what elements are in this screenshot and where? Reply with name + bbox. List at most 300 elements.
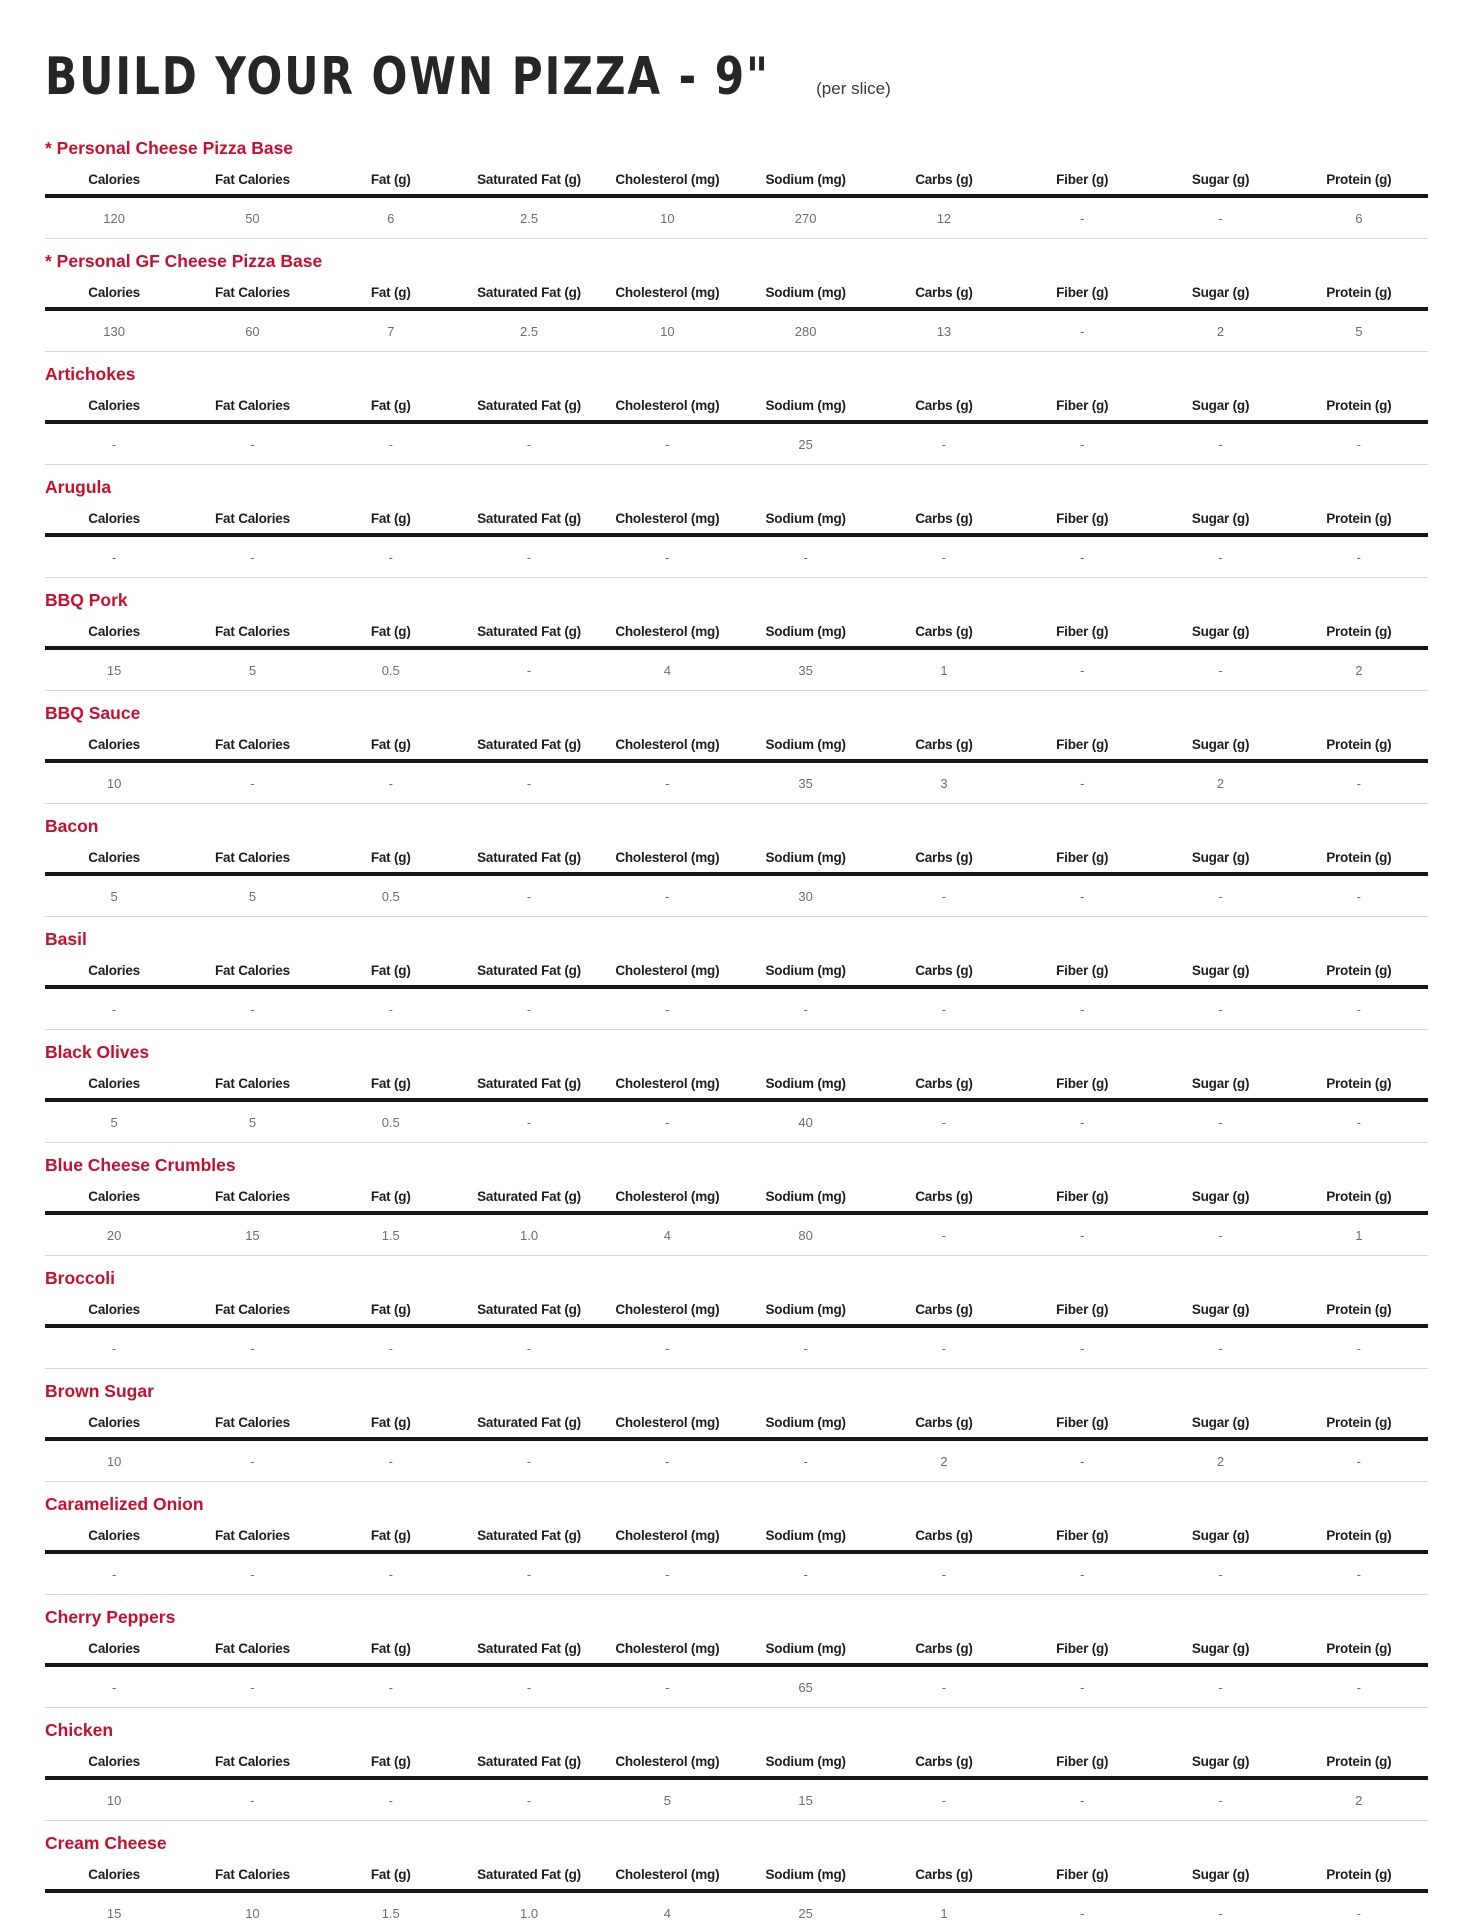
column-header: Sugar (g) — [1191, 285, 1250, 300]
nutrition-value: 10 — [106, 1454, 122, 1469]
column-header: Sugar (g) — [1191, 398, 1250, 413]
column-header-row — [45, 840, 1428, 876]
nutrition-value: 15 — [106, 1906, 122, 1920]
nutrition-value: 1 — [940, 663, 948, 678]
column-header: Cholesterol (mg) — [615, 285, 720, 300]
nutrition-value: - — [1080, 1567, 1085, 1582]
nutrition-value: 80 — [798, 1228, 813, 1243]
column-header: Fat Calories — [215, 1189, 290, 1204]
nutrition-value: 20 — [106, 1228, 122, 1243]
column-header: Sugar (g) — [1191, 1415, 1250, 1430]
column-header: Sugar (g) — [1191, 172, 1250, 187]
column-header: Fiber (g) — [1056, 1867, 1109, 1882]
nutrition-value: - — [526, 663, 532, 678]
nutrition-value: - — [1356, 1680, 1362, 1695]
column-header: Fat Calories — [215, 624, 290, 639]
column-header: Fat Calories — [215, 1754, 290, 1769]
nutrition-value: 1.5 — [381, 1228, 400, 1243]
nutrition-value: 2 — [1216, 776, 1225, 791]
value-row — [45, 198, 1428, 239]
nutrition-value: - — [1080, 1228, 1085, 1243]
column-header: Sugar (g) — [1191, 1867, 1250, 1882]
nutrition-value: - — [250, 1454, 255, 1469]
column-header: Saturated Fat (g) — [477, 1528, 581, 1543]
column-header: Fat (g) — [370, 737, 411, 752]
column-header: Fiber (g) — [1056, 737, 1109, 752]
column-header: Carbs (g) — [915, 285, 973, 300]
nutrition-value: - — [1356, 889, 1362, 904]
column-header: Sugar (g) — [1191, 511, 1250, 526]
nutrition-section — [45, 1148, 1428, 1256]
nutrition-value: - — [1080, 1793, 1085, 1808]
column-header: Cholesterol (mg) — [615, 1302, 720, 1317]
nutrition-value: - — [803, 550, 808, 565]
nutrition-value: 3 — [940, 776, 948, 791]
column-header: Protein (g) — [1326, 285, 1392, 300]
column-header: Calories — [88, 850, 140, 865]
nutrition-section — [45, 357, 1428, 465]
column-header: Carbs (g) — [915, 1189, 973, 1204]
nutrition-value: - — [250, 550, 255, 565]
nutrition-value: 25 — [798, 437, 813, 452]
column-header: Fat Calories — [215, 172, 290, 187]
column-header: Sugar (g) — [1191, 737, 1250, 752]
nutrition-value: 5 — [110, 1115, 118, 1130]
column-header: Sodium (mg) — [765, 1528, 846, 1543]
column-header-row — [45, 1405, 1428, 1441]
column-header: Sodium (mg) — [765, 1189, 846, 1204]
section-heading: BBQ Pork — [45, 590, 128, 610]
nutrition-value: 6 — [387, 211, 395, 226]
nutrition-value: - — [1218, 1228, 1223, 1243]
column-header: Fiber (g) — [1056, 963, 1109, 978]
column-header-row — [45, 388, 1428, 424]
nutrition-value: 5 — [248, 663, 257, 678]
nutrition-value: - — [1356, 1002, 1362, 1017]
section-heading: Broccoli — [45, 1268, 116, 1288]
column-header: Fat (g) — [370, 285, 411, 300]
nutrition-section — [45, 470, 1428, 578]
nutrition-value: 13 — [936, 324, 952, 339]
nutrition-value: 10 — [245, 1906, 260, 1920]
column-header: Protein (g) — [1326, 1189, 1392, 1204]
nutrition-section — [45, 1600, 1428, 1708]
column-header: Sugar (g) — [1191, 1528, 1250, 1543]
nutrition-value: - — [803, 1341, 808, 1356]
column-header: Carbs (g) — [915, 1528, 973, 1543]
nutrition-value: - — [1218, 1002, 1223, 1017]
nutrition-value: 1.0 — [520, 1906, 539, 1920]
column-header: Fat Calories — [215, 1302, 290, 1317]
value-row — [45, 1667, 1428, 1708]
nutrition-value: - — [526, 1002, 532, 1017]
nutrition-value: - — [665, 889, 670, 904]
nutrition-value: - — [1080, 1341, 1085, 1356]
column-header: Cholesterol (mg) — [615, 1415, 720, 1430]
nutrition-value: - — [1080, 1002, 1085, 1017]
nutrition-value: 10 — [106, 776, 122, 791]
column-header: Protein (g) — [1326, 1641, 1392, 1656]
nutrition-value: 2.5 — [520, 324, 539, 339]
nutrition-value: 0.5 — [381, 663, 400, 678]
nutrition-value: - — [250, 1341, 255, 1356]
nutrition-value: - — [1218, 437, 1223, 452]
value-row — [45, 1893, 1428, 1920]
column-header-row — [45, 162, 1428, 198]
nutrition-value: - — [526, 437, 532, 452]
value-row — [45, 763, 1428, 804]
nutrition-value: - — [803, 1454, 808, 1469]
nutrition-section — [45, 922, 1428, 1030]
nutrition-value: - — [250, 1680, 255, 1695]
column-header: Fat Calories — [215, 398, 290, 413]
nutrition-section — [45, 1261, 1428, 1369]
column-header: Cholesterol (mg) — [615, 1076, 720, 1091]
column-header: Protein (g) — [1326, 172, 1392, 187]
nutrition-value: - — [941, 1793, 947, 1808]
nutrition-value: - — [388, 1002, 393, 1017]
nutrition-value: 5 — [248, 1115, 257, 1130]
column-header: Fat (g) — [370, 398, 411, 413]
column-header: Cholesterol (mg) — [615, 398, 720, 413]
column-header: Protein (g) — [1326, 1302, 1392, 1317]
nutrition-value: - — [1218, 1567, 1223, 1582]
column-header: Carbs (g) — [915, 850, 973, 865]
nutrition-section — [45, 1487, 1428, 1595]
nutrition-value: 15 — [245, 1228, 260, 1243]
nutrition-section — [45, 1713, 1428, 1821]
column-header: Carbs (g) — [915, 1415, 973, 1430]
nutrition-value: - — [1356, 550, 1362, 565]
nutrition-value: - — [941, 1228, 947, 1243]
nutrition-value: 1 — [1355, 1228, 1363, 1243]
section-heading: Artichokes — [45, 364, 136, 384]
nutrition-value: - — [388, 550, 393, 565]
title-row — [45, 46, 1428, 107]
column-header: Carbs (g) — [915, 1867, 973, 1882]
nutrition-value: - — [526, 1793, 532, 1808]
column-header: Saturated Fat (g) — [477, 963, 581, 978]
column-header: Fiber (g) — [1056, 511, 1109, 526]
nutrition-value: - — [526, 1341, 532, 1356]
column-header: Fat (g) — [370, 1641, 411, 1656]
page-subtitle: (per slice) — [816, 79, 891, 98]
nutrition-value: - — [665, 1341, 670, 1356]
nutrition-value: - — [941, 1567, 947, 1582]
nutrition-value: 5 — [248, 889, 257, 904]
nutrition-value: - — [388, 1793, 393, 1808]
nutrition-value: 2 — [1355, 1793, 1363, 1808]
nutrition-value: - — [388, 437, 393, 452]
section-heading: Caramelized Onion — [45, 1494, 204, 1514]
column-header-row — [45, 1179, 1428, 1215]
column-header: Sodium (mg) — [765, 1302, 846, 1317]
nutrition-value: - — [1080, 1454, 1085, 1469]
column-header: Fat (g) — [370, 511, 411, 526]
value-row — [45, 1780, 1428, 1821]
column-header: Protein (g) — [1326, 850, 1392, 865]
column-header: Saturated Fat (g) — [477, 398, 581, 413]
column-header: Fat Calories — [215, 737, 290, 752]
nutrition-value: - — [111, 1341, 117, 1356]
nutrition-value: 5 — [110, 889, 118, 904]
column-header: Sodium (mg) — [765, 1867, 846, 1882]
column-header: Fat Calories — [215, 1528, 290, 1543]
nutrition-value: 4 — [663, 1228, 671, 1243]
column-header: Carbs (g) — [915, 963, 973, 978]
column-header: Fat Calories — [215, 963, 290, 978]
column-header: Calories — [88, 172, 140, 187]
column-header-row — [45, 1066, 1428, 1102]
column-header-row — [45, 727, 1428, 763]
nutrition-value: - — [665, 776, 670, 791]
column-header: Sodium (mg) — [765, 285, 846, 300]
column-header: Sodium (mg) — [765, 1754, 846, 1769]
nutrition-value: - — [1080, 437, 1085, 452]
nutrition-value: 35 — [798, 776, 813, 791]
nutrition-value: - — [665, 1454, 670, 1469]
nutrition-value: - — [1218, 889, 1223, 904]
column-header: Fat (g) — [370, 1302, 411, 1317]
column-header: Cholesterol (mg) — [615, 737, 720, 752]
column-header: Fat Calories — [215, 1867, 290, 1882]
nutrition-value: - — [250, 1002, 255, 1017]
sections — [45, 131, 1428, 1920]
column-header: Fat (g) — [370, 1189, 411, 1204]
nutrition-value: - — [665, 1567, 670, 1582]
nutrition-value: - — [941, 889, 947, 904]
column-header: Fat (g) — [370, 850, 411, 865]
nutrition-value: - — [941, 1115, 947, 1130]
column-header: Sodium (mg) — [765, 624, 846, 639]
column-header: Saturated Fat (g) — [477, 1415, 581, 1430]
column-header: Sodium (mg) — [765, 1076, 846, 1091]
column-header: Sodium (mg) — [765, 737, 846, 752]
column-header-row — [45, 614, 1428, 650]
column-header: Fat Calories — [215, 1415, 290, 1430]
column-header: Fiber (g) — [1056, 398, 1109, 413]
column-header: Calories — [88, 737, 140, 752]
nutrition-value: - — [1218, 663, 1223, 678]
column-header: Sugar (g) — [1191, 850, 1250, 865]
nutrition-section — [45, 244, 1428, 352]
nutrition-value: - — [1080, 550, 1085, 565]
nutrition-section — [45, 1374, 1428, 1482]
nutrition-section — [45, 696, 1428, 804]
nutrition-value: - — [1218, 1115, 1223, 1130]
value-row — [45, 1215, 1428, 1256]
nutrition-value: - — [250, 437, 255, 452]
column-header: Calories — [88, 1415, 140, 1430]
section-heading: Cherry Peppers — [45, 1607, 176, 1627]
column-header-row — [45, 275, 1428, 311]
column-header: Protein (g) — [1326, 1415, 1392, 1430]
section-heading: Cream Cheese — [45, 1833, 167, 1853]
column-header: Protein (g) — [1326, 1754, 1392, 1769]
column-header: Cholesterol (mg) — [615, 1754, 720, 1769]
nutrition-value: - — [526, 1454, 532, 1469]
nutrition-section — [45, 131, 1428, 239]
nutrition-value: 60 — [245, 324, 260, 339]
nutrition-section — [45, 583, 1428, 691]
nutrition-value: - — [1080, 776, 1085, 791]
value-row — [45, 876, 1428, 917]
column-header: Sodium (mg) — [765, 850, 846, 865]
column-header: Protein (g) — [1326, 511, 1392, 526]
column-header: Cholesterol (mg) — [615, 963, 720, 978]
nutrition-value: - — [1080, 1680, 1085, 1695]
column-header: Sugar (g) — [1191, 1302, 1250, 1317]
column-header: Carbs (g) — [915, 511, 973, 526]
nutrition-value: - — [1080, 1906, 1085, 1920]
column-header: Carbs (g) — [915, 398, 973, 413]
column-header: Cholesterol (mg) — [615, 1528, 720, 1543]
nutrition-value: 5 — [1355, 324, 1363, 339]
column-header: Fat (g) — [370, 1415, 411, 1430]
nutrition-value: - — [1218, 1341, 1223, 1356]
nutrition-value: - — [388, 776, 393, 791]
column-header: Carbs (g) — [915, 172, 973, 187]
column-header: Sodium (mg) — [765, 172, 846, 187]
nutrition-value: 2 — [1216, 324, 1225, 339]
column-header: Saturated Fat (g) — [477, 285, 581, 300]
column-header: Fat (g) — [370, 1076, 411, 1091]
column-header: Cholesterol (mg) — [615, 511, 720, 526]
column-header: Calories — [88, 511, 140, 526]
nutrition-value: - — [1218, 550, 1223, 565]
section-heading: BBQ Sauce — [45, 703, 141, 723]
nutrition-value: - — [111, 1567, 117, 1582]
nutrition-value: - — [1080, 889, 1085, 904]
column-header-row — [45, 1292, 1428, 1328]
column-header: Protein (g) — [1326, 1528, 1392, 1543]
column-header: Calories — [88, 1076, 140, 1091]
nutrition-value: 1.5 — [381, 1906, 400, 1920]
column-header: Fat Calories — [215, 850, 290, 865]
column-header-row — [45, 501, 1428, 537]
nutrition-value: 0.5 — [381, 889, 400, 904]
column-header: Saturated Fat (g) — [477, 737, 581, 752]
nutrition-value: - — [388, 1567, 393, 1582]
nutrition-value: - — [1080, 663, 1085, 678]
nutrition-value: 2 — [1216, 1454, 1225, 1469]
nutrition-value: 2 — [1355, 663, 1363, 678]
column-header: Calories — [88, 1867, 140, 1882]
column-header: Protein (g) — [1326, 1867, 1392, 1882]
column-header: Calories — [88, 285, 140, 300]
column-header: Fiber (g) — [1056, 172, 1109, 187]
nutrition-value: 15 — [106, 663, 122, 678]
nutrition-value: - — [1080, 211, 1085, 226]
column-header: Fat Calories — [215, 511, 290, 526]
column-header: Sodium (mg) — [765, 1415, 846, 1430]
column-header: Cholesterol (mg) — [615, 1189, 720, 1204]
column-header: Fat (g) — [370, 1528, 411, 1543]
nutrition-value: 2.5 — [520, 211, 539, 226]
column-header: Fiber (g) — [1056, 850, 1109, 865]
column-header: Calories — [88, 1754, 140, 1769]
section-heading: * Personal GF Cheese Pizza Base — [45, 251, 323, 271]
column-header: Fat (g) — [370, 624, 411, 639]
column-header: Calories — [88, 1189, 140, 1204]
nutrition-value: - — [665, 1002, 670, 1017]
nutrition-value: - — [1356, 1454, 1362, 1469]
column-header: Carbs (g) — [915, 1641, 973, 1656]
column-header: Carbs (g) — [915, 1754, 973, 1769]
nutrition-value: - — [526, 1567, 532, 1582]
column-header: Sugar (g) — [1191, 1641, 1250, 1656]
nutrition-value: - — [111, 1002, 117, 1017]
value-row — [45, 650, 1428, 691]
column-header: Cholesterol (mg) — [615, 624, 720, 639]
column-header: Saturated Fat (g) — [477, 1076, 581, 1091]
column-header-row — [45, 1518, 1428, 1554]
nutrition-value: - — [941, 1341, 947, 1356]
nutrition-value: 130 — [103, 324, 125, 339]
column-header: Fiber (g) — [1056, 1189, 1109, 1204]
nutrition-value: - — [665, 1680, 670, 1695]
nutrition-value: - — [388, 1454, 393, 1469]
nutrition-value: - — [1356, 776, 1362, 791]
nutrition-section — [45, 809, 1428, 917]
nutrition-value: - — [526, 1680, 532, 1695]
nutrition-value: - — [1218, 1793, 1223, 1808]
column-header: Carbs (g) — [915, 1302, 973, 1317]
value-row — [45, 1554, 1428, 1595]
nutrition-value: 10 — [660, 324, 675, 339]
column-header: Calories — [88, 1528, 140, 1543]
nutrition-value: 30 — [798, 889, 813, 904]
nutrition-value: 40 — [798, 1115, 813, 1130]
column-header: Sodium (mg) — [765, 398, 846, 413]
column-header: Sodium (mg) — [765, 511, 846, 526]
column-header: Fiber (g) — [1056, 1528, 1109, 1543]
nutrition-value: 65 — [798, 1680, 813, 1695]
nutrition-value: 120 — [103, 211, 125, 226]
section-heading: Basil — [45, 929, 87, 949]
column-header: Saturated Fat (g) — [477, 1867, 581, 1882]
nutrition-value: - — [111, 437, 117, 452]
nutrition-value: 10 — [660, 211, 675, 226]
nutrition-value: 15 — [798, 1793, 813, 1808]
column-header: Sugar (g) — [1191, 1754, 1250, 1769]
column-header: Cholesterol (mg) — [615, 1641, 720, 1656]
column-header: Calories — [88, 398, 140, 413]
column-header: Fiber (g) — [1056, 1641, 1109, 1656]
nutrition-value: 5 — [663, 1793, 671, 1808]
column-header: Saturated Fat (g) — [477, 1641, 581, 1656]
nutrition-section — [45, 1826, 1428, 1920]
nutrition-value: 1 — [940, 1906, 948, 1920]
nutrition-value: - — [250, 1793, 255, 1808]
nutrition-section — [45, 1035, 1428, 1143]
column-header: Saturated Fat (g) — [477, 511, 581, 526]
column-header: Protein (g) — [1326, 737, 1392, 752]
nutrition-value: 1.0 — [520, 1228, 539, 1243]
column-header: Fiber (g) — [1056, 1415, 1109, 1430]
column-header: Protein (g) — [1326, 963, 1392, 978]
nutrition-value: 270 — [794, 211, 817, 226]
nutrition-value: - — [526, 889, 532, 904]
nutrition-value: - — [1218, 1906, 1223, 1920]
nutrition-value: - — [1080, 1115, 1085, 1130]
nutrition-value: 10 — [106, 1793, 122, 1808]
column-header: Protein (g) — [1326, 1076, 1392, 1091]
value-row — [45, 1328, 1428, 1369]
value-row — [45, 989, 1428, 1030]
column-header: Fiber (g) — [1056, 1302, 1109, 1317]
column-header: Carbs (g) — [915, 737, 973, 752]
